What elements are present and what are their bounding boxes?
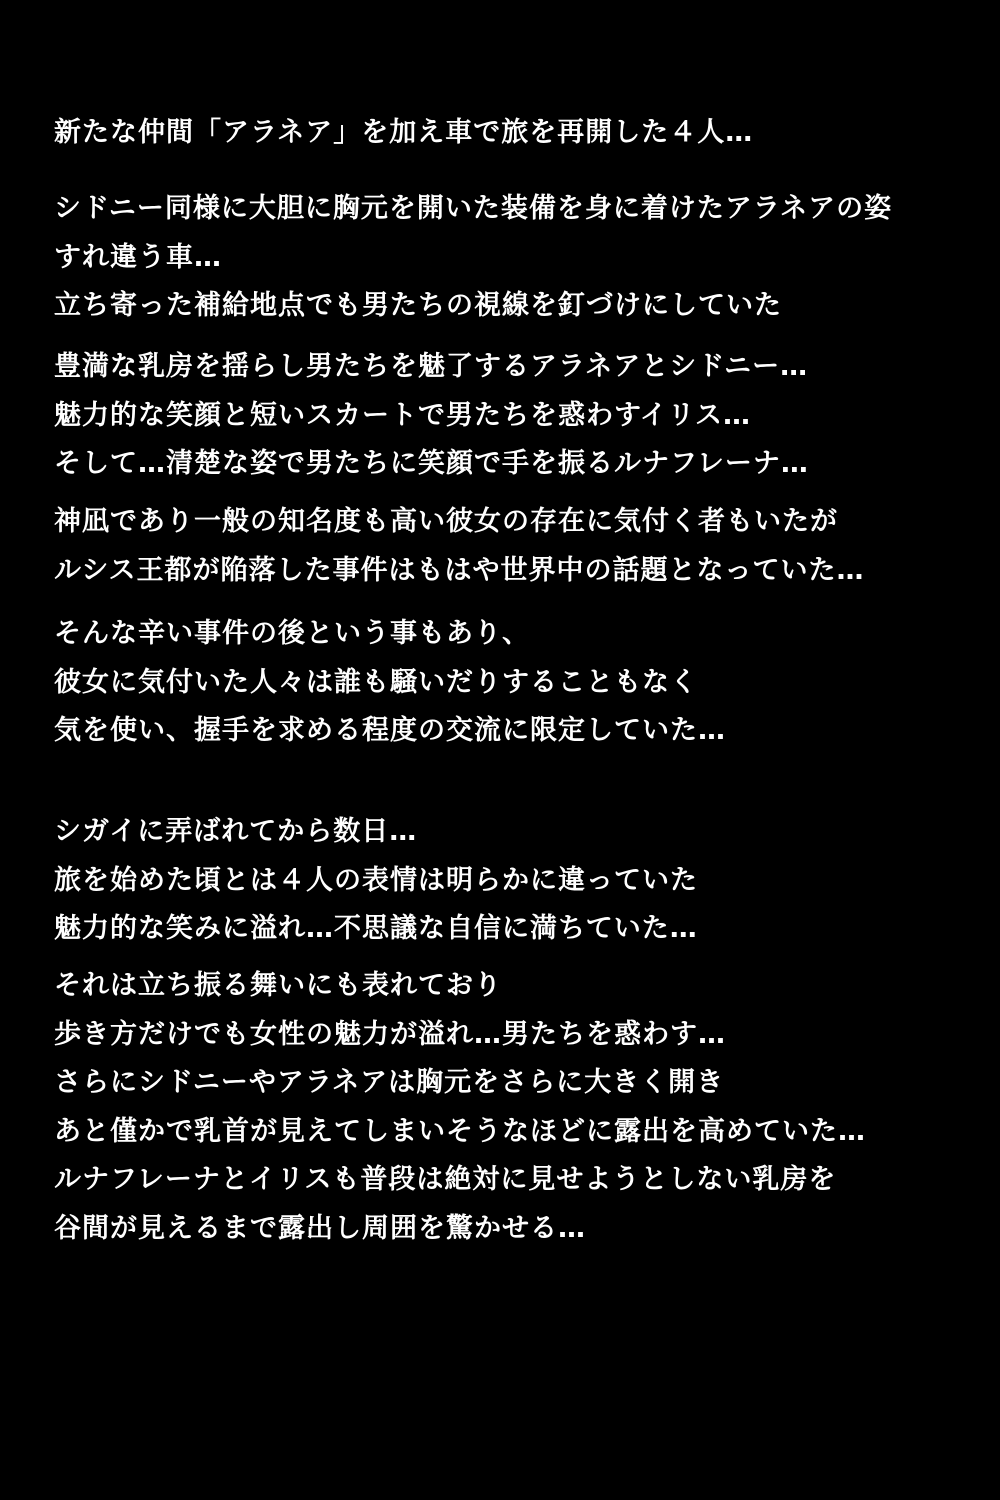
text-line: ルナフレーナとイリスも普段は絶対に見せようとしない乳房を [54,1164,837,1195]
text-line: 魅力的な笑顔と短いスカートで男たちを惑わすイリス… [54,399,752,431]
text-line: 立ち寄った補給地点でも男たちの視線を釘づけにしていた [54,290,782,321]
paragraph [54,610,974,756]
paragraph [54,343,974,489]
text-line: 新たな仲間「アラネア」を加え車で旅を再開した４人… [54,117,754,148]
text-line: 豊満な乳房を揺らし男たちを魅了するアラネアとシドニー… [54,351,809,382]
text-line: すれ違う車… [54,241,222,273]
paragraph [54,109,974,158]
paragraph [54,808,974,954]
paragraph [54,185,974,331]
text-line: シガイに弄ばれてから数日… [54,816,418,847]
text-line: ルシス王都が陥落した事件はもはや世界中の話題となっていた… [54,554,865,586]
text-line: 魅力的な笑みに溢れ…不思議な自信に満ちていた… [54,913,698,944]
text-line: シドニー同様に大胆に胸元を開いた装備を身に着けたアラネアの姿 [54,193,893,224]
text-line: 彼女に気付いた人々は誰も騒いだりすることもなく [54,666,698,698]
text-line: 神凪であり一般の知名度も高い彼女の存在に気付く者もいたが [54,506,838,537]
text-line: 旅を始めた頃とは４人の表情は明らかに違っていた [54,864,698,896]
text-line: あと僅かで乳首が見えてしまいそうなほどに露出を高めていた… [54,1115,866,1147]
text-line: 歩き方だけでも女性の魅力が溢れ…男たちを惑わす… [54,1018,726,1050]
text-line: そして…清楚な姿で男たちに笑顔で手を振るルナフレーナ… [54,448,809,479]
text-line: そんな辛い事件の後という事もあり、 [54,618,530,649]
text-line: 谷間が見えるまで露出し周囲を驚かせる… [54,1212,586,1244]
paragraph [54,962,974,1253]
text-line: それは立ち振る舞いにも表れており [54,970,502,1001]
text-line: さらにシドニーやアラネアは胸元をさらに大きく開き [54,1067,725,1098]
paragraph [54,498,974,595]
text-line: 気を使い、握手を求める程度の交流に限定していた… [54,715,726,746]
